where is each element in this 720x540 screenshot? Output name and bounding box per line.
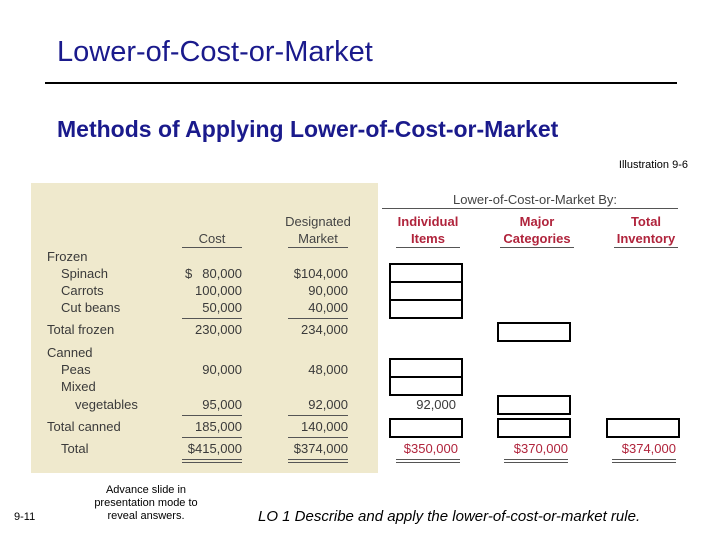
market-value: 90,000 [308, 283, 348, 298]
col-individual-underline [396, 247, 460, 248]
total-individual: $350,000 [403, 441, 458, 456]
col-market-header-1: Designated [285, 214, 351, 229]
answer-cover-box [389, 263, 463, 283]
answer-cover-box [389, 376, 463, 396]
answer-cover-box [606, 418, 680, 438]
answer-cover-box [497, 395, 571, 415]
total-major: $370,000 [513, 441, 568, 456]
cost-value: 80,000 [202, 266, 242, 281]
col-major-underline [500, 247, 574, 248]
individual-value: 92,000 [416, 397, 456, 412]
answer-cover-box [389, 299, 463, 319]
cost-value: 230,000 [195, 322, 242, 337]
total-double-line [288, 462, 348, 463]
row-label: Frozen [47, 249, 88, 264]
advance-note: Advance slide in presentation mode to reveal answers. [94, 484, 198, 522]
row-label: Cut beans [61, 300, 121, 315]
col-market-underline [288, 247, 348, 248]
row-label: Carrots [61, 283, 104, 298]
market-value: $374,000 [293, 441, 348, 456]
row-label: vegetables [75, 397, 138, 412]
col-major-header-1: Major [519, 214, 555, 229]
cost-value: 50,000 [202, 300, 242, 315]
total-double-line [396, 462, 460, 463]
answer-cover-box [497, 322, 571, 342]
title-divider [45, 82, 677, 84]
row-label: Peas [61, 362, 91, 377]
subtotal-line [182, 437, 242, 438]
subtotal-line [288, 437, 348, 438]
answer-cover-box [389, 418, 463, 438]
row-label: Total [61, 441, 89, 456]
market-value: 140,000 [301, 419, 348, 434]
row-label: Spinach [61, 266, 108, 281]
total-inventory: $374,000 [621, 441, 676, 456]
cost-value: 100,000 [195, 283, 242, 298]
answer-cover-box [389, 358, 463, 378]
col-individual-header-2: Items [411, 231, 445, 246]
row-label: Mixed [61, 379, 96, 394]
market-value: 48,000 [308, 362, 348, 377]
subtotal-line [288, 318, 348, 319]
market-value: 234,000 [301, 322, 348, 337]
lcm-header-line [382, 208, 678, 209]
total-double-line [504, 459, 568, 460]
slide-number: 9-11 [14, 511, 36, 523]
total-double-line [182, 462, 242, 463]
col-total-header-1: Total [630, 214, 662, 229]
total-double-line [288, 459, 348, 460]
total-double-line [182, 459, 242, 460]
col-cost-underline [182, 247, 242, 248]
dollar-sign: $ [185, 266, 193, 281]
total-double-line [396, 459, 460, 460]
col-individual-header-1: Individual [397, 214, 459, 229]
col-total-underline [614, 247, 678, 248]
market-value: 40,000 [308, 300, 348, 315]
illustration-label: Illustration 9-6 [618, 159, 688, 171]
slide-title: Lower-of-Cost-or-Market [57, 36, 373, 68]
answer-cover-box [389, 281, 463, 301]
subtotal-line [288, 415, 348, 416]
total-double-line [612, 462, 676, 463]
slide-subtitle: Methods of Applying Lower-of-Cost-or-Market [57, 116, 559, 142]
col-cost-header: Cost [198, 231, 226, 246]
subtotal-line [182, 318, 242, 319]
cost-value: 95,000 [202, 397, 242, 412]
cost-value: $415,000 [187, 441, 242, 456]
cost-value: 90,000 [202, 362, 242, 377]
lcm-by-header: Lower-of-Cost-or-Market By: [453, 192, 617, 207]
answer-cover-box [497, 418, 571, 438]
market-value: $104,000 [293, 266, 348, 281]
col-total-header-2: Inventory [616, 231, 676, 246]
cost-value: 185,000 [195, 419, 242, 434]
total-double-line [612, 459, 676, 460]
total-double-line [504, 462, 568, 463]
col-major-header-2: Categories [503, 231, 571, 246]
learning-objective: LO 1 Describe and apply the lower-of-cost-or-market rule. [258, 508, 641, 525]
row-label: Canned [47, 345, 93, 360]
market-value: 92,000 [308, 397, 348, 412]
subtotal-line [182, 415, 242, 416]
col-market-header-2: Market [298, 231, 338, 246]
row-label: Total frozen [47, 322, 115, 337]
row-label: Total canned [47, 419, 121, 434]
